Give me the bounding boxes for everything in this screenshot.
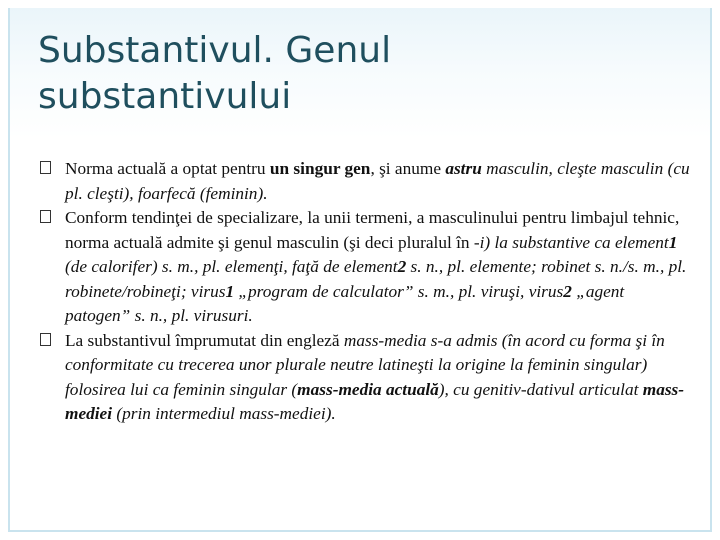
bullet-box-icon — [40, 333, 51, 346]
slide-title — [38, 28, 678, 120]
paragraph-3: La substantivul împrumutat din engleză mass-media s-a admis (în acord cu forma şi în conformitate cu trecerea unor plurale neutre latineşti la origine la feminin singular) folosirea lui ca feminin singular (mass-media actuală), cu genitiv-dativul articulat mass-mediei (prin intermediul mass-mediei). — [40, 329, 692, 427]
slide-body — [40, 157, 692, 427]
paragraph-2: Conform tendinţei de specializare, la unii termeni, a masculinului pentru limbajul tehnic, norma actuală admite şi genul masculin (şi deci pluralul în -i) la substantive ca element1 (de calorifer) s. m., pl. elemenţi, faţă de element2 s. n., pl. elemente; robinet s. n./s. m., pl. robinete/robineţi; virus1 „program de calculator” s. m., pl. viruşi, virus2 „agent patogen” s. n., pl. virusuri. — [40, 206, 692, 329]
paragraph-1: Norma actuală a optat pentru un singur gen, şi anume astru masculin, cleşte masculin (cu pl. cleşti), foarfecă (feminin). — [40, 157, 692, 206]
bullet-box-icon — [40, 161, 51, 174]
bullet-box-icon — [40, 210, 51, 223]
title-line-2: substantivului — [38, 76, 292, 117]
title-line-1: Substantivul. Genul — [38, 30, 392, 71]
